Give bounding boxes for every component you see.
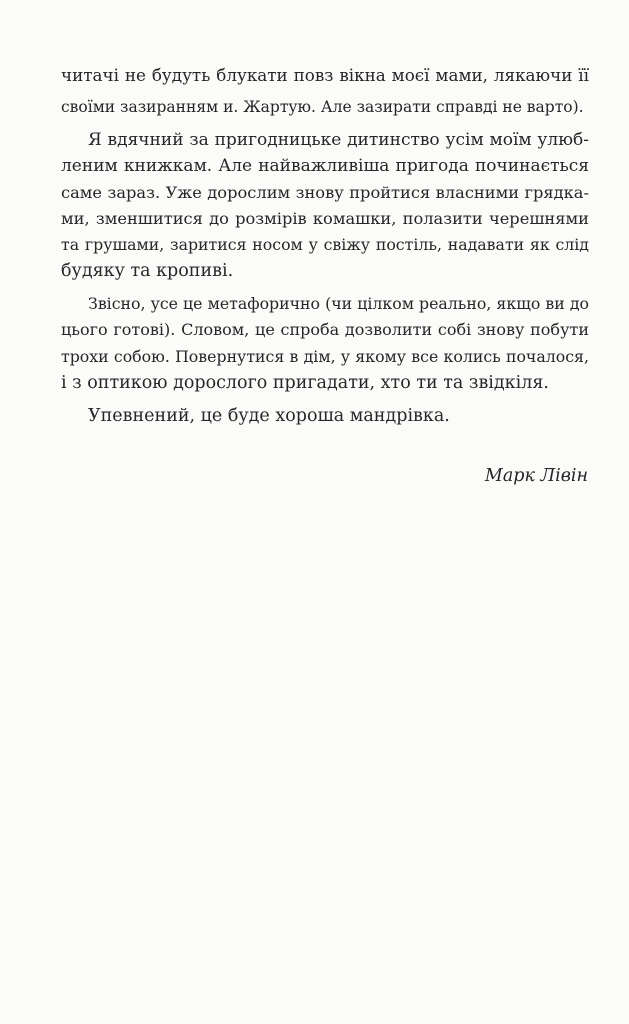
author-signature: Марк Лівін xyxy=(484,466,588,486)
text-line: ми, зменшитися до розмірів комашки, полазити черешнями xyxy=(61,209,589,228)
text-line: читачі не будуть блукати повз вікна моєї мами, лякаючи її xyxy=(61,65,589,85)
text-line: будяку та кропиві. xyxy=(61,261,234,281)
text-line: Звісно, усе це метафорично (чи цілком реально, якщо ви до xyxy=(88,294,589,313)
text-line: трохи собою. Повернутися в дім, у якому все колись почалося, xyxy=(61,347,589,366)
text-line: Я вдячний за пригодницьке дитинство усім моїм улюб- xyxy=(88,130,589,150)
text-line: та грушами, заритися носом у свіжу постіль, надавати як слід xyxy=(61,235,589,254)
text-line: і з оптикою дорослого пригадати, хто ти та звідкіля. xyxy=(61,373,549,393)
text-line: Упевнений, це буде хороша мандрівка. xyxy=(88,406,450,426)
text-line: леним книжкам. Але найважливіша пригода починається xyxy=(61,156,589,176)
text-line: цього готові). Словом, це спроба дозволити собі знову побути xyxy=(61,320,589,339)
text-line: саме зараз. Уже дорослим знову пройтися власними грядка- xyxy=(61,183,589,202)
text-line: своїми зазиранням и. Жартую. Але зазирати справді не варто). xyxy=(61,98,584,116)
